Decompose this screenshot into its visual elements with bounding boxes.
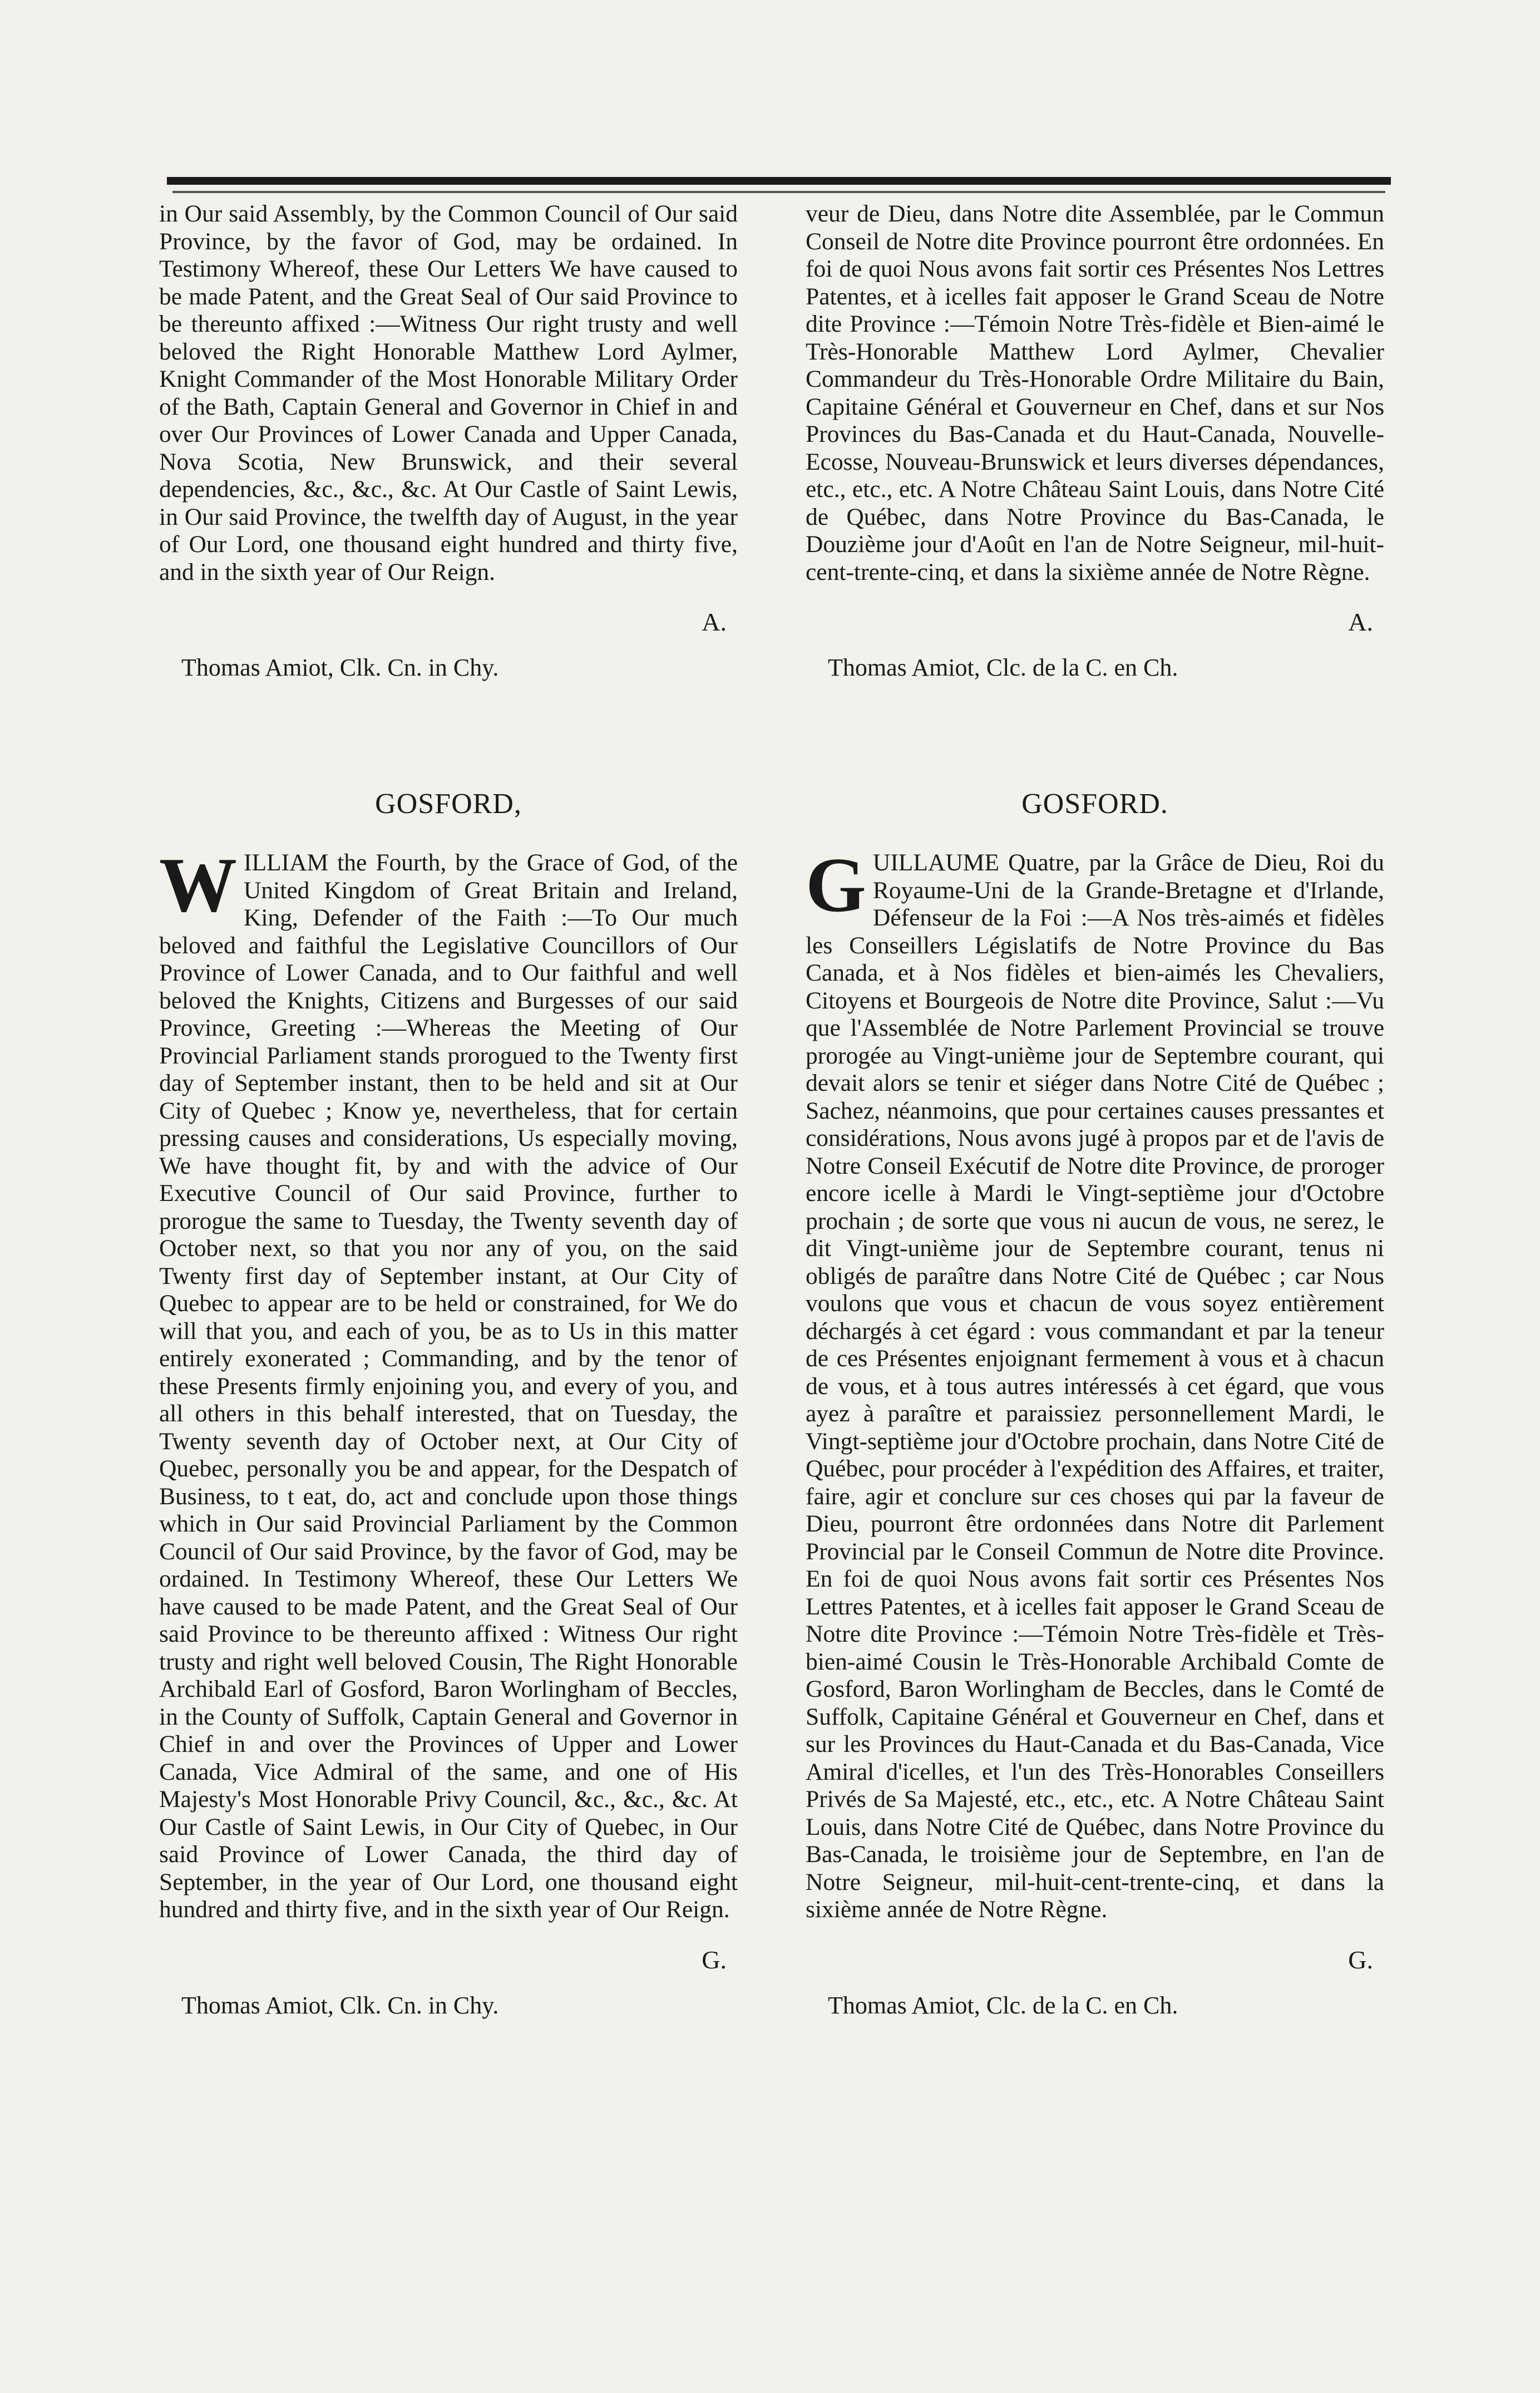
- top-rule: [167, 177, 1391, 185]
- french-proclamation-body: [806, 842, 1384, 1924]
- english-governor-heading: GOSFORD,: [375, 788, 522, 820]
- english-clerk-signature-1: Thomas Amiot, Clk. Cn. in Chy.: [181, 654, 499, 681]
- english-proclamation-end: in Our said Assembly, by the Common Council of Our said Province, by the favor of God, may be ordained. In Testimony Whereof, these Our Letters We have caused to be made Patent, and the Great Seal of Our said Province to be thereunto affixed :—Witness Our right trusty and well beloved the Right Honorable Matthew Lord Aylmer, Knight Commander of the Most Honorable Military Order of the Bath, Captain General and Governor in Chief in and over Our Provinces of Lower Canada and Upper Canada, Nova Scotia, New Brunswick, and their several dependencies, &c., &c., &c. At Our Castle of Saint Lewis, in Our said Province, the twelfth day of August, in the year of Our Lord, one thousand eight hundred and thirty five, and in the sixth year of Our Reign.: [159, 200, 738, 585]
- english-proclamation-body: [159, 842, 738, 1924]
- french-clerk-signature-2: Thomas Amiot, Clc. de la C. en Ch.: [828, 1991, 1178, 2019]
- french-clerk-signature-1: Thomas Amiot, Clc. de la C. en Ch.: [828, 654, 1178, 681]
- english-proclamation-text: ILLIAM the Fourth, by the Grace of God, of the United Kingdom of Great Britain and Ireland, King, Defender of the Faith :—To Our much beloved and faithful the Legislative Councillors of Our Province of Lower Canada, and to Our faithful and well beloved the Knights, Citizens and Burgesses of our said Province, Greeting :—Whereas the Meeting of Our Provincial Parliament stands prorogued to the Twenty first day of September instant, then to be held and sit at Our City of Quebec ; Know ye, nevertheless, that for certain pressing causes and considerations, Us especially moving, We have thought fit, by and with the advice of Our Executive Council of Our said Province, further to prorogue the same to Tuesday, the Twenty seventh day of October next, so that you nor any of you, on the said Twenty first day of September instant, at Our City of Quebec to appear are to be held or constrained, for We do will that you, and each of you, be as to Us in this matter entirely exonerated ; Commanding, and by the tenor of these Presents firmly enjoining you, and every of you, and all others in this behalf interested, that on Tuesday, the Twenty seventh day of October next, at Our City of Quebec, personally you be and appear, for the Despatch of Business, to t eat, do, act and conclude upon those things which in Our said Provincial Parliament by the Common Council of Our said Province, by the favor of God, may be ordained. In Testimony Whereof, these Our Letters We have caused to be made Patent, and the Great Seal of Our said Province to be thereunto affixed : Witness Our right trusty and right well beloved Cousin, The Right Honorable Archibald Earl of Gosford, Baron Worlingham of Beccles, in the County of Suffolk, Captain General and Governor in Chief in and over the Provinces of Upper and Lower Canada, Vice Admiral of the same, and one of His Majesty's Most Honorable Privy Council, &c., &c., &c. At Our Castle of Saint Lewis, in Our City of Quebec, in Our said Province of Lower Canada, the third day of September, in the year of Our Lord, one thousand eight hundred and thirty five, and in the sixth year of Our Reign.: [159, 849, 738, 1923]
- french-proclamation-text: UILLAUME Quatre, par la Grâce de Dieu, Roi du Royaume-Uni de la Grande-Bretagne et d'Irlande, Défenseur de la Foi :—A Nos très-aimés et fidèles les Conseillers Législatifs de Notre Province du Bas Canada, et à Nos fidèles et bien-aimés les Chevaliers, Citoyens et Bourgeois de Notre dite Province, Salut :—Vu que l'Assemblée de Notre Parlement Provincial se trouve prorogée au Vingt-unième jour de Septembre courant, qui devait alors se tenir et siéger dans Notre Cité de Québec ; Sachez, néanmoins, que pour certaines causes pressantes et considérations, Nous avons jugé à propos par et de l'avis de Notre Conseil Exécutif de Notre dite Province, de proroger encore icelle à Mardi le Vingt-septième jour d'Octobre prochain ; de sorte que vous ni aucun de vous, ne serez, le dit Vingt-unième jour de Septembre courant, tenus ni obligés de paraître dans Notre Cité de Québec ; car Nous voulons que vous et chacun de vous soyez entièrement déchargés à cet égard : vous commandant et par la teneur de ces Présentes enjoignant fermement à vous et à chacun de vous, et à tous autres intéressés à cet égard, que vous ayez à paraître et paraissiez personnellement Mardi, le Vingt-septième jour d'Octobre prochain, dans Notre Cité de Québec, pour procéder à l'expédition des Affaires, et traiter, faire, agir et conclure sur ces choses qui par la faveur de Dieu, pourront être ordonnées dans Notre dit Parlement Provincial par le Conseil Commun de Notre dite Province. En foi de quoi Nous avons fait sortir ces Présentes Nos Lettres Patentes, et à icelles fait apposer le Grand Sceau de Notre dite Province :—Témoin Notre Très-fidèle et Très-bien-aimé Cousin le Très-Honorable Archibald Comte de Gosford, Baron Worlingham de Beccles, dans le Comté de Suffolk, Capitaine Général et Gouverneur en Chef, dans et sur les Provinces du Haut-Canada et du Bas-Canada, Vice Amiral d'icelles, et l'un des Très-Honorables Conseillers Privés de Sa Majesté, etc., etc., etc. A Notre Château Saint Louis, dans Notre Cité de Québec, dans Notre Province du Bas-Canada, le troisième jour de Septembre, en l'an de Notre Seigneur, mil-huit-cent-trente-cinq, et dans la sixième année de Notre Règne.: [806, 849, 1384, 1923]
- english-drop-cap: W: [159, 842, 237, 928]
- english-column: [159, 200, 738, 2020]
- french-proclamation-end: veur de Dieu, dans Notre dite Assemblée, par le Commun Conseil de Notre dite Province pourront être ordonnées. En foi de quoi Nous avons fait sortir ces Présentes Nos Lettres Patentes, et à icelles fait apposer le Grand Sceau de Notre dite Province :—Témoin Notre Très-fidèle et Bien-aimé le Très-Honorable Matthew Lord Aylmer, Chevalier Commandeur du Très-Honorable Ordre Militaire du Bain, Capitaine Général et Gouverneur en Chef, dans et sur Nos Provinces du Bas-Canada et du Haut-Canada, Nouvelle-Ecosse, Nouveau-Brunswick et leurs diverses dépendances, etc., etc., etc. A Notre Château Saint Louis, dans Notre Cité de Québec, dans Notre Province du Bas-Canada, le Douzième jour d'Août en l'an de Notre Seigneur, mil-huit-cent-trente-cinq, et dans la sixième année de Notre Règne.: [806, 200, 1384, 585]
- english-initial-a: A.: [702, 608, 727, 636]
- french-governor-heading: GOSFORD.: [1021, 788, 1168, 820]
- top-thin-rule: [172, 191, 1385, 193]
- french-column: [806, 200, 1384, 2020]
- english-initial-g: G.: [702, 1945, 727, 1974]
- french-initial-a: A.: [1348, 608, 1373, 636]
- english-clerk-signature-2: Thomas Amiot, Clk. Cn. in Chy.: [181, 1991, 499, 2019]
- french-initial-g: G.: [1348, 1945, 1373, 1974]
- french-drop-cap: G: [806, 842, 866, 928]
